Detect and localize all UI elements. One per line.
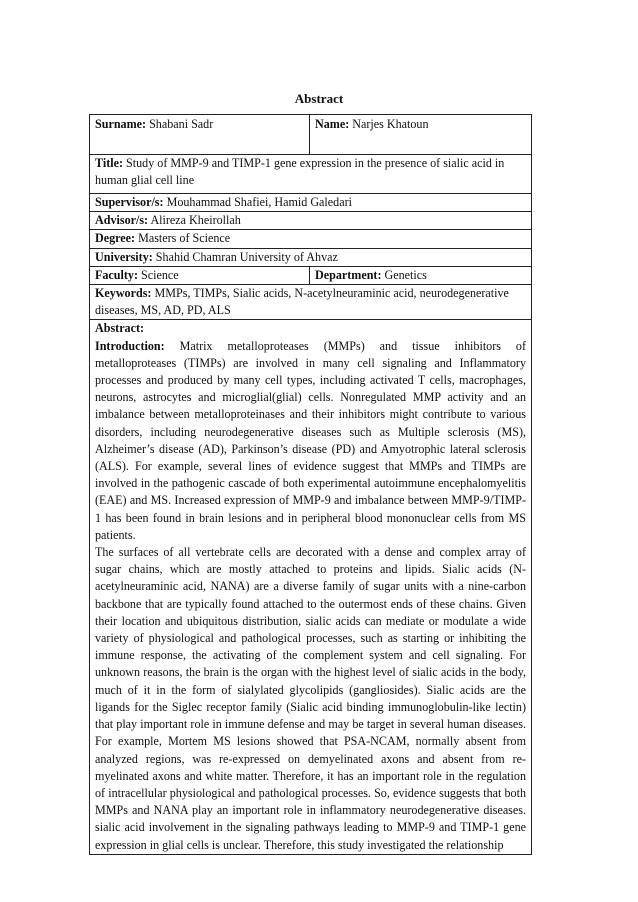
- university-label: University:: [95, 249, 153, 264]
- advisors-row: [90, 212, 532, 230]
- faculty-label: Faculty:: [95, 267, 138, 282]
- introduction-paragraph: [95, 338, 526, 544]
- supervisors-cell: [90, 194, 532, 212]
- department-cell: [310, 266, 532, 284]
- title-row: [90, 155, 532, 194]
- degree-row: [90, 230, 532, 248]
- surname-cell: [90, 115, 310, 155]
- keywords-row: [90, 285, 532, 320]
- abstract-label: Abstract:: [95, 321, 145, 336]
- sialic-acid-paragraph: The surfaces of all vertebrate cells are decorated with a dense and complex array of sugar chains, which are mostly attached to proteins and lipids. Sialic acids (N-acetylneuraminic acid, NANA) are a diverse family of sugar units with a nine-carbon backbone that are typically found attached to the outermost ends of these chains. Given their location and ubiquitous distribution, sialic acids can mediate or modulate a wide variety of physiological and pathological processes, such as starting or inhibiting the immune response, the activating of the complement system and cell signaling. For unknown reasons, the brain is the organ with the highest level of sialic acids in the body, much of it in the form of sialylated glycolipids (gangliosides). Sialic acids are the ligands for the Siglec receptor family (Sialic acid binding immunoglobulin-like lectin) that play important role in immune defense and may be target in several human diseases. For example, Mortem MS lesions showed that PSA-NCAM, normally absent from analyzed regions, was re-expressed on demyelinated axons and absent from re-myelinated axons and white matter. Therefore, it has an important role in the regulation of intracellular physiological and pathological processes. So, evidence suggests that both MMPs and NANA play an important role in inflammatory neurodegenerative diseases. sialic acid involvement in the signaling pathways leading to MMP-9 and TIMP-1 gene expression in glial cells is unclear. Therefore, this study investigated the relationship: [95, 545, 526, 852]
- degree-value: Masters of Science: [135, 231, 231, 246]
- name-value: Narjes Khatoun: [349, 117, 429, 131]
- keywords-value: MMPs, TIMPs, Sialic acids, N-acetylneuraminic acid, neurodegenerative diseases, MS, AD, PD, ALS: [95, 286, 509, 318]
- supervisors-label: Supervisor/s:: [95, 195, 164, 209]
- name-row: [90, 115, 532, 155]
- advisors-cell: [90, 212, 532, 230]
- degree-cell: [90, 230, 532, 248]
- title-cell: [90, 155, 532, 194]
- degree-label: Degree:: [95, 231, 136, 246]
- department-label: Department:: [315, 267, 382, 282]
- university-row: [90, 248, 532, 266]
- page-title: Abstract: [294, 91, 344, 106]
- surname-label: Surname:: [95, 117, 147, 131]
- keywords-label: Keywords:: [95, 286, 152, 301]
- keywords-cell: [90, 285, 532, 320]
- thesis-info-table: [89, 114, 532, 855]
- university-cell: [90, 248, 532, 266]
- faculty-value: Science: [138, 267, 179, 282]
- title-value: Study of MMP-9 and TIMP-1 gene expression in the presence of sialic acid in human glial cell line: [95, 156, 505, 188]
- university-value: Shahid Chamran University of Ahvaz: [152, 249, 338, 264]
- advisors-label: Advisor/s:: [95, 213, 149, 228]
- department-value: Genetics: [381, 267, 427, 282]
- abstract-cell: [90, 320, 532, 854]
- supervisors-row: [90, 194, 532, 212]
- abstract-row: [90, 320, 532, 854]
- advisors-value: Alireza Kheirollah: [148, 213, 241, 228]
- introduction-text: Matrix metalloproteases (MMPs) and tissue inhibitors of metalloproteases (TIMPs) are involved in many cell signaling and Inflammatory processes and produced by many cell types, including activated T cells, macrophages, neurons, astrocytes and microglial(glial) cells. Nonregulated MMP activity and an imbalance between metalloproteinases and their inhibitors might contribute to various disorders, including neurodegenerative diseases such as Multiple sclerosis (MS), Alzheimer’s disease (AD), Parkinson’s disease (PD) and Amyotrophic lateral sclerosis (ALS). For example, several lines of evidence suggest that MMPs and TIMPs are involved in the pathogenic cascade of both experimental autoimmune encephalomyelitis (EAE) and MS. Increased expression of MMP-9 and imbalance between MMP-9/TIMP-1 has been found in brain lesions and in peripheral blood mononuclear cells from MS patients.: [95, 338, 526, 542]
- supervisors-value: Mouhammad Shafiei, Hamid Galedari: [163, 195, 352, 209]
- faculty-cell: [90, 266, 310, 284]
- surname-value: Shabani Sadr: [146, 117, 214, 131]
- faculty-row: [90, 266, 532, 284]
- name-cell: [310, 115, 532, 155]
- name-label: Name:: [315, 117, 350, 131]
- introduction-label: Introduction:: [95, 338, 165, 353]
- title-label: Title:: [95, 156, 123, 170]
